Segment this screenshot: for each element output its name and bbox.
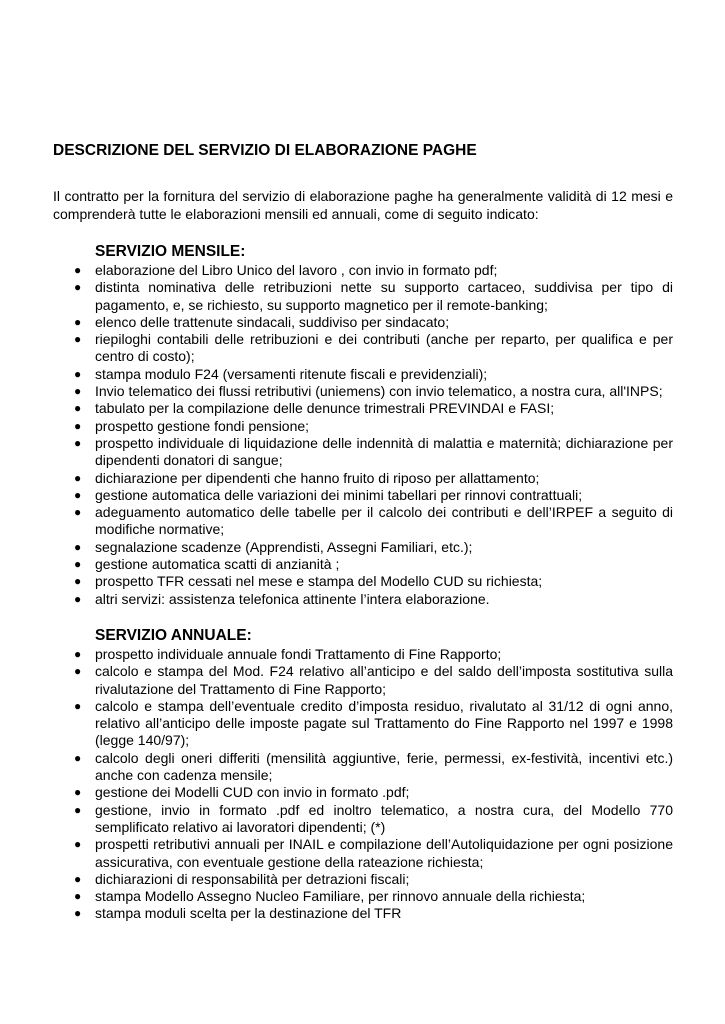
list-item-text: distinta nominativa delle retribuzioni nette su supporto cartaceo, suddivisa per tipo di pagamento, e, se richiesto, su supporto magnetico per il remote-banking; [95,279,673,313]
bullet-icon: ● [74,280,82,295]
list-item [53,400,673,417]
list-item [53,331,673,366]
list-item [53,470,673,487]
monthly-service-list [53,262,673,608]
bullet-icon: ● [74,366,82,381]
list-item-text: stampa modulo F24 (versamenti ritenute fiscali e previdenziali); [95,365,488,382]
list-item [53,871,673,888]
bullet-icon: ● [74,591,82,606]
list-item [53,418,673,435]
list-item-text: elaborazione del Libro Unico del lavoro , con invio in formato pdf; [95,262,498,278]
list-item [53,905,673,922]
list-item [53,663,673,698]
list-item [53,784,673,801]
bullet-icon: ● [74,889,82,904]
list-item [53,750,673,785]
list-item-text: calcolo e stampa dell’eventuale credito d’imposta residuo, rivalutato al 31/12 di ogni anno, relativo all’anticipo delle imposte pagate sul Trattamento do Fine Rapporto nel 1997 e 1998 (legge 140/97); [95,697,673,749]
bullet-icon: ● [74,837,82,852]
intro-paragraph: Il contratto per la fornitura del servizio di elaborazione paghe ha generalmente validità di 12 mesi e comprenderà tutte le elaborazioni mensili ed annuali, come di seguito indicato: [53,188,673,222]
bullet-icon: ● [74,871,82,886]
bullet-icon: ● [74,664,82,679]
list-item [53,836,673,871]
list-item-text: adeguamento automatico delle tabelle per il calcolo dei contributi e dell’IRPEF a seguito di modifiche normative; [95,504,673,538]
bullet-icon: ● [74,785,82,800]
list-item-text: stampa Modello Assegno Nucleo Familiare, per rinnovo annuale della richiesta; [95,888,586,905]
list-item-text: gestione automatica scatti di anzianità ; [95,556,340,573]
list-item-text: gestione automatica delle variazioni dei minimi tabellari per rinnovi contrattuali; [95,486,583,503]
list-item-text: prospetti retributivi annuali per INAIL e compilazione dell’Autoliquidazione per ogni posizione assicurativa, con eventuale gestione della rateazione richiesta; [95,836,673,870]
list-item [53,314,673,331]
document-page [53,141,673,923]
monthly-service-heading: SERVIZIO MENSILE: [95,243,246,260]
list-item-text: elenco delle trattenute sindacali, suddiviso per sindacato; [95,313,450,330]
list-item [53,539,673,556]
bullet-icon: ● [74,384,82,399]
list-item-text: segnalazione scadenze (Apprendisti, Assegni Familiari, etc.); [95,538,473,555]
list-item [53,802,673,837]
list-item [53,279,673,314]
list-item [53,591,673,608]
bullet-icon: ● [74,418,82,433]
bullet-icon: ● [74,750,82,765]
bullet-icon: ● [74,698,82,713]
bullet-icon: ● [74,332,82,347]
list-item-text: stampa moduli scelta per la destinazione del TFR [95,905,402,922]
list-item [53,487,673,504]
list-item [53,383,673,400]
bullet-icon: ● [74,802,82,817]
list-item-text: calcolo degli oneri differiti (mensilità aggiuntive, ferie, permessi, ex-festività, incentivi etc.) anche con cadenza mensile; [95,749,673,784]
list-item-text: dichiarazioni di responsabilità per detrazioni fiscali; [95,870,410,887]
bullet-icon: ● [74,470,82,485]
bullet-icon: ● [74,646,82,661]
list-item [53,573,673,590]
list-item [53,262,673,279]
list-item-text: tabulato per la compilazione delle denunce trimestrali PREVINDAI e FASI; [95,400,555,417]
list-item-text: prospetto gestione fondi pensione; [95,417,310,434]
list-item [53,646,673,663]
list-item-text: gestione dei Modelli CUD con invio in formato .pdf; [95,784,410,801]
list-item-text: dichiarazione per dipendenti che hanno fruito di riposo per allattamento; [95,469,540,486]
list-item [53,888,673,905]
list-item-text: altri servizi: assistenza telefonica attinente l’intera elaborazione. [95,590,490,607]
bullet-icon: ● [74,435,82,450]
bullet-icon: ● [74,401,82,416]
annual-service-list [53,646,673,923]
list-item [53,435,673,470]
list-item [53,504,673,539]
list-item-text: prospetto TFR cessati nel mese e stampa del Modello CUD su richiesta; [95,573,543,590]
bullet-icon: ● [74,314,82,329]
list-item [53,556,673,573]
bullet-icon: ● [74,906,82,921]
list-item-text: gestione, invio in formato .pdf ed inoltro telematico, a nostra cura, del Modello 770 semplificato relativo ai lavoratori dipendenti; (*) [95,801,673,835]
bullet-icon: ● [74,487,82,502]
list-item-text: calcolo e stampa del Mod. F24 relativo all’anticipo e del saldo dell’imposta sostitutiva sulla rivalutazione del Trattamento di Fine Rapporto; [95,663,673,697]
annual-service-heading: SERVIZIO ANNUALE: [95,626,252,644]
list-item-text: Invio telematico dei flussi retributivi (uniemens) con invio telematico, a nostra cura, all'INPS; [95,383,663,400]
bullet-icon: ● [74,539,82,554]
list-item-text: prospetto individuale annuale fondi Trattamento di Fine Rapporto; [95,645,502,662]
list-item [53,698,673,750]
document-title: DESCRIZIONE DEL SERVIZIO DI ELABORAZIONE PAGHE [53,142,477,159]
bullet-icon: ● [74,557,82,572]
list-item-text: riepiloghi contabili delle retribuzioni e dei contributi (anche per reparto, per qualifica e per centro di costo); [95,331,673,365]
bullet-icon: ● [74,574,82,589]
list-item-text: prospetto individuale di liquidazione delle indennità di malattia e maternità; dichiarazione per dipendenti donatori di sangue; [95,434,673,469]
bullet-icon: ● [74,263,82,277]
list-item [53,366,673,383]
bullet-icon: ● [74,505,82,520]
